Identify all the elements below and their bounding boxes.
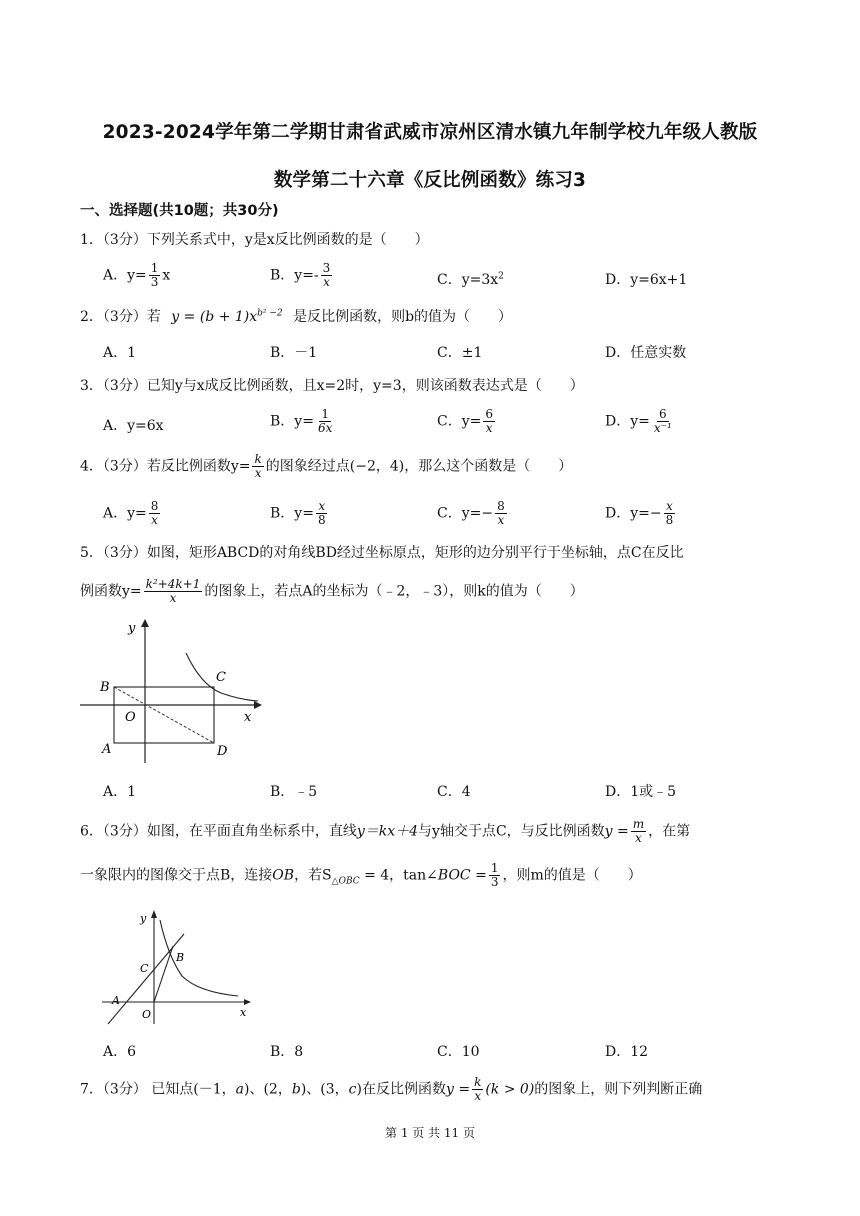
q3-option-d: D．y= $\frac{6}{\text{x⁻¹}}$ xyxy=(605,407,672,435)
q5-label-b: B xyxy=(100,680,110,695)
q1-option-d: D．y=6x+1 xyxy=(605,272,688,288)
q5-label-c: C xyxy=(216,670,226,685)
q2-option-c: C．±1 xyxy=(437,345,483,361)
question-6-stem-line-1: 6．（3分）如图，在平面直角坐标系中，直线y＝kx＋4与y轴交于点C，与反比例函数y = $\frac{m}{x}$ ，在第 xyxy=(80,817,691,845)
question-6-stem-line-2: 一象限内的图像交于点B，连接OB，若$S_{\triangle OBC} = 4$，tan∠BOC = $\frac{1}{3}$ ，则m的值是（ ） xyxy=(80,861,642,889)
q5-label-o: O xyxy=(125,710,136,725)
q4-option-b: B．y= $\frac{x}{8}$ xyxy=(270,499,326,527)
title-line-1: 2023-2024学年第二学期甘肃省武威市凉州区清水镇九年制学校九年级人教版 xyxy=(102,122,758,143)
q6-label-a: A xyxy=(112,994,120,1007)
q3-option-a: A．y=6x xyxy=(103,418,164,434)
q2-option-a: A．1 xyxy=(103,345,137,361)
q6-option-d: D．12 xyxy=(605,1044,649,1060)
page-footer: 第 1 页 共 11 页 xyxy=(385,1126,475,1140)
title-line-2: 数学第二十六章《反比例函数》练习3 xyxy=(273,170,587,191)
question-5-stem-line-1: 5．（3分）如图，矩形ABCD的对角线BD经过坐标原点，矩形的边分别平行于坐标轴，点C在反比 xyxy=(80,545,684,561)
q6-label-b: B xyxy=(176,951,185,964)
q6-option-b: B．8 xyxy=(270,1044,304,1060)
q4-option-a: A．y= $\frac{8}{x}$ xyxy=(103,499,159,527)
q5-option-b: B．﹣5 xyxy=(270,784,318,800)
q5-option-c: C．4 xyxy=(437,784,471,800)
question-1-stem: 1．（3分）下列关系式中，y是x反比例函数的是（ ） xyxy=(80,232,429,248)
q5-option-d: D．1或﹣5 xyxy=(605,784,677,800)
q3-option-b: B．y= $\frac{1}{6x}$ xyxy=(270,407,333,435)
question-3-stem: 3．（3分）已知y与x成反比例函数，且x=2时，y=3，则该函数表达式是（ ） xyxy=(80,378,584,394)
q5-label-a: A xyxy=(102,742,112,757)
q6-label-x: x xyxy=(240,1006,247,1019)
q1-option-b: B．y=- $\frac{3}{x}$ xyxy=(270,261,331,289)
q5-option-a: A．1 xyxy=(103,784,137,800)
q6-figure xyxy=(98,906,258,1026)
q6-label-c: C xyxy=(140,962,149,975)
q6-option-c: C．10 xyxy=(437,1044,480,1060)
q6-label-y: y xyxy=(140,912,147,925)
q6-label-o: O xyxy=(142,1008,152,1021)
q6-option-a: A．6 xyxy=(103,1044,137,1060)
q6-hyperbola xyxy=(160,920,238,996)
q2-option-b: B．－1 xyxy=(270,345,318,361)
q5-label-x: x xyxy=(244,710,252,725)
q3-option-c: C．y= $\frac{6}{x}$ xyxy=(437,407,493,435)
question-4-stem: 4．（3分）若反比例函数y= $\frac{k}{x}$ 的图象经过点(−2，4)，那么这个函数是（ ） xyxy=(80,452,573,480)
section-heading: 一、选择题(共10题；共30分) xyxy=(80,203,279,219)
q4-option-c: C．y=− $\frac{8}{x}$ xyxy=(437,499,505,527)
q1-option-a: A．y= $\frac{1}{3}$ x xyxy=(103,261,171,289)
question-2-stem: 2．（3分）若 $y = (b + 1)x^{b^2 -2}$ 是反比例函数，则b的值为（ ） xyxy=(80,308,513,325)
q2-option-d: D．任意实数 xyxy=(605,345,687,361)
question-5-stem-line-2: 例函数y= $\frac{\text{k²+4k+1}}{x}$ 的图象上，若点A的坐标为（﹣2，﹣3），则k的值为（ ） xyxy=(80,577,584,605)
q4-option-d: D．y=− $\frac{x}{8}$ xyxy=(605,499,674,527)
question-7-stem: 7．（3分） 已知点(－1，a)、(2，b)、(3，c)在反比例函数y = $\frac{k}{x}$ (k > 0)的图象上，则下列判断正确 xyxy=(80,1075,703,1103)
q5-label-y: y xyxy=(128,621,136,636)
q5-label-d: D xyxy=(217,744,228,759)
q5-figure xyxy=(76,615,266,765)
q1-option-c: C．$y=3x^2$ xyxy=(437,271,504,288)
